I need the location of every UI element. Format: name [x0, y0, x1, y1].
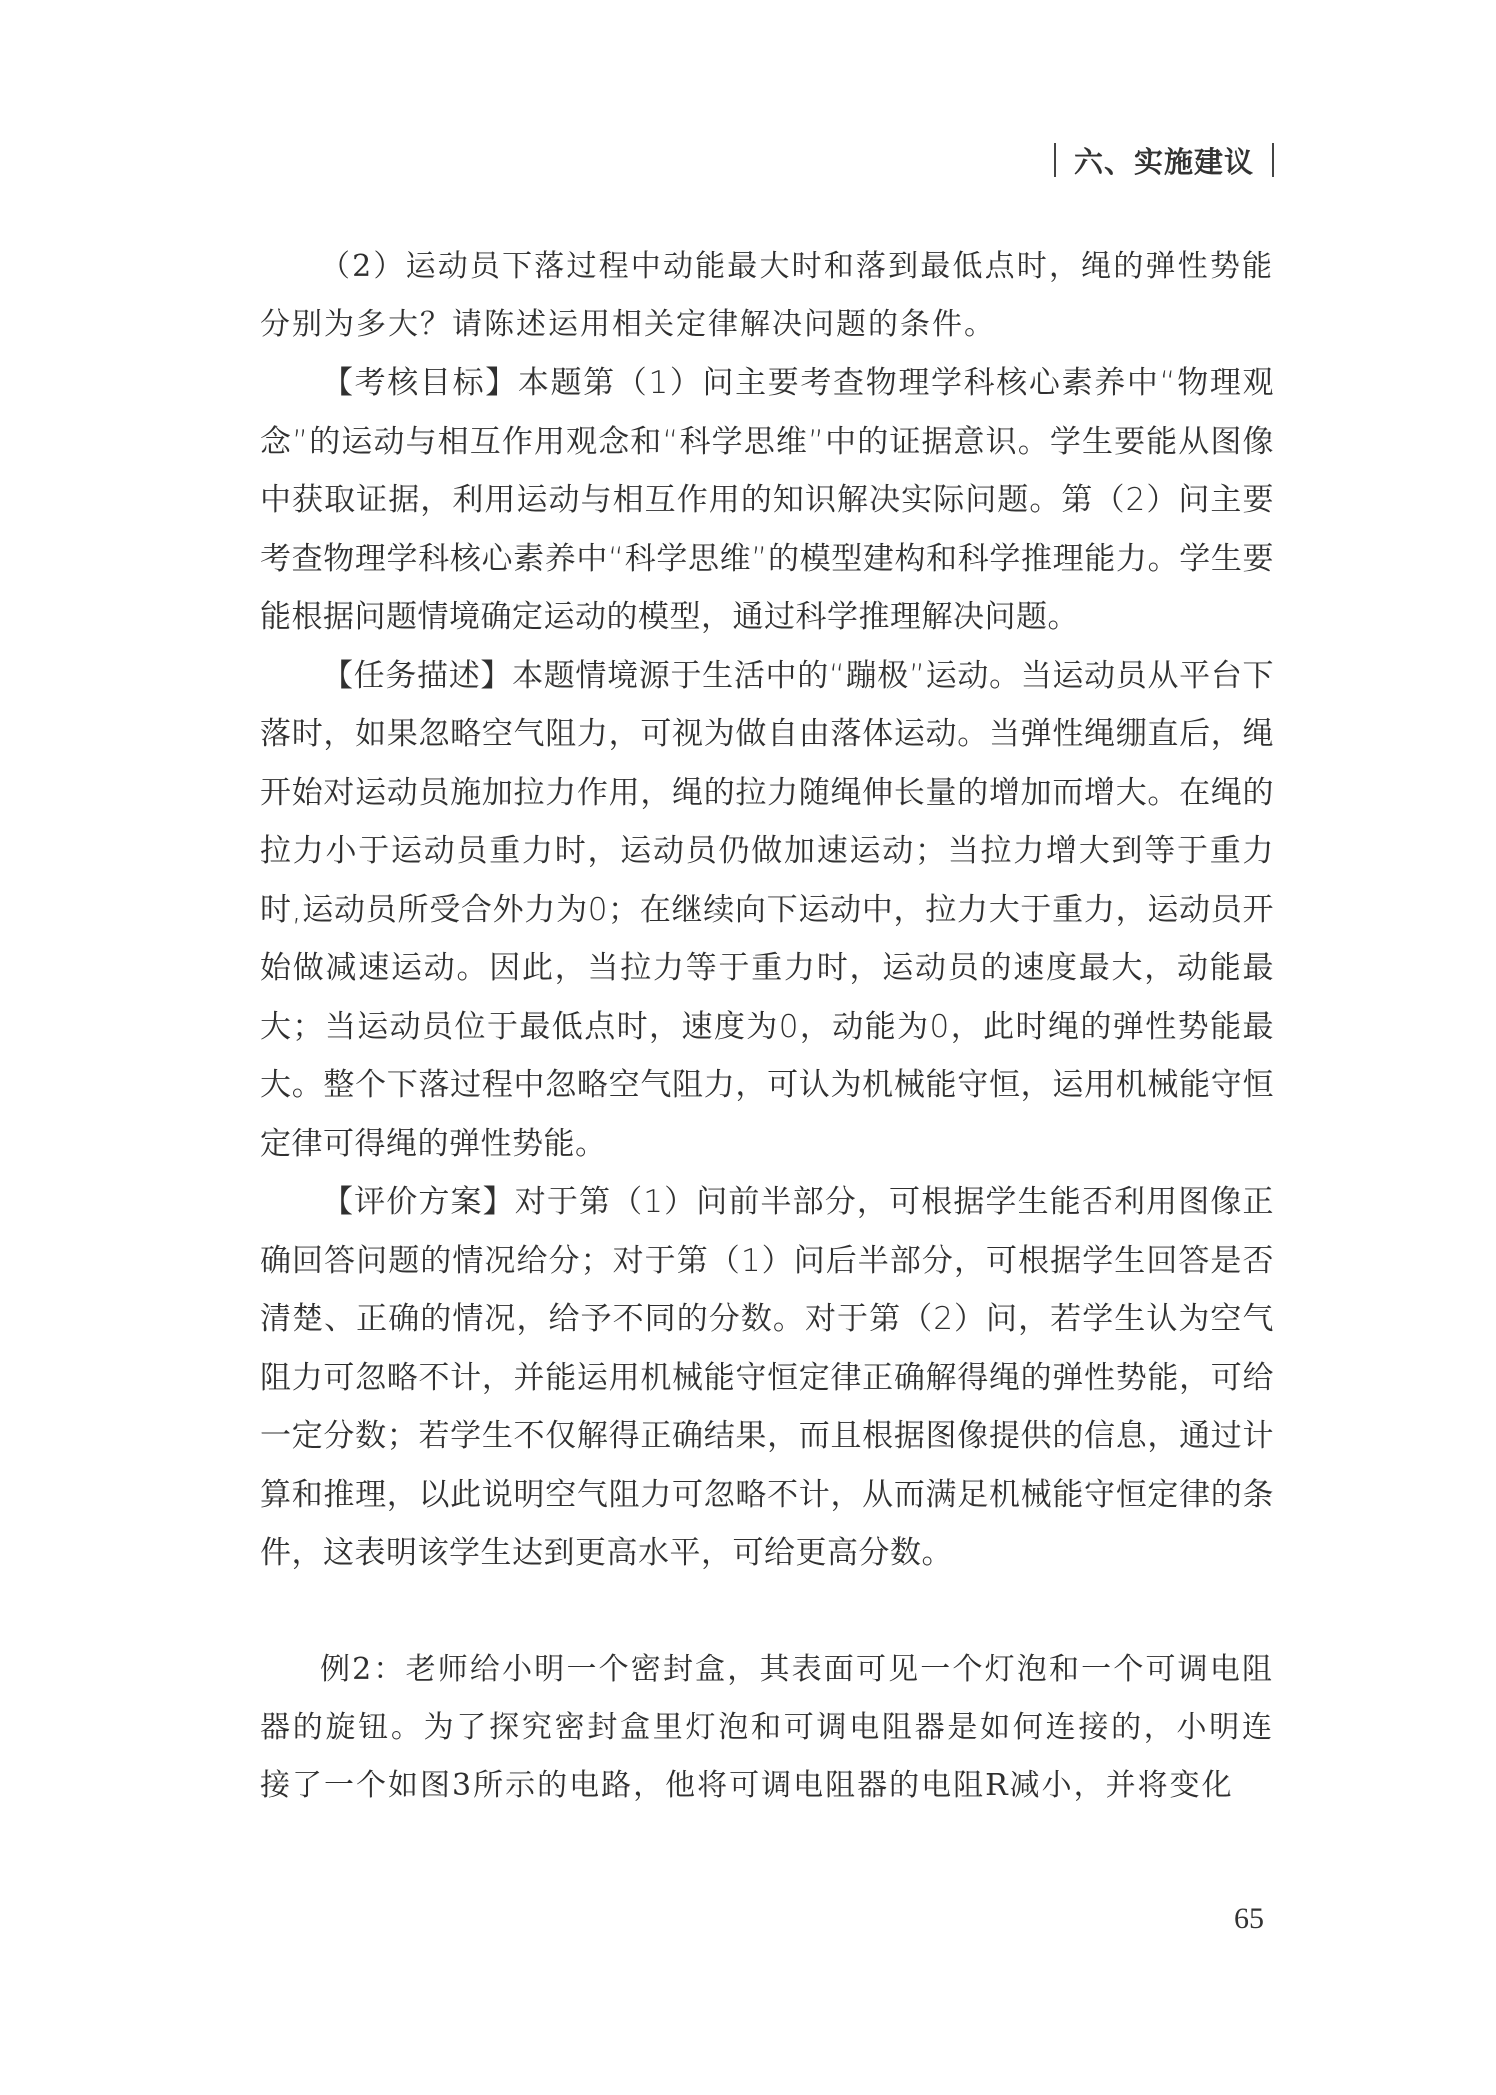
evaluation-plan-text: 对于第（1）问前半部分，可根据学生能否利用图像正确回答问题的情况给分；对于第（1）问后半部分，可根据学生回答是否清楚、正确的情况，给予不同的分数。对于第（2）问，若学生认为空气阻力可忽略不计，并能运用机械能守恒定律正确解得绳的弹性势能，可给一定分数；若学生不仅解得正确结果，而且根据图像提供的信息，通过计算和推理，以此说明空气阻力可忽略不计，从而满足机械能守恒定律的条件，这表明该学生达到更高水平，可给更高分数。: [260, 1184, 1274, 1571]
body-text: [260, 238, 1274, 1815]
example-2-paragraph: 例2：老师给小明一个密封盒，其表面可见一个灯泡和一个可调电阻器的旋钮。为了探究密封盒里灯泡和可调电阻器是如何连接的，小明连接了一个如图3所示的电路，他将可调电阻器的电阻R减小，并将变化: [260, 1651, 1274, 1803]
task-description-text: 本题情境源于生活中的“蹦极”运动。当运动员从平台下落时，如果忽略空气阻力，可视为做自由落体运动。当弹性绳绷直后，绳开始对运动员施加拉力作用，绳的拉力随绳伸长量的增加而增大。在绳的拉力小于运动员重力时，运动员仍做加速运动；当拉力增大到等于重力时,运动员所受合外力为0；在继续向下运动中，拉力大于重力，运动员开始做减速运动。因此，当拉力等于重力时，运动员的速度最大，动能最大；当运动员位于最低点时，速度为0，动能为0，此时绳的弹性势能最大。整个下落过程中忽略空气阻力，可认为机械能守恒，运用机械能守恒定律可得绳的弹性势能。: [260, 657, 1274, 1162]
assessment-goal-text: 本题第（1）问主要考查物理学科核心素养中“物理观念”的运动与相互作用观念和“科学思维”中的证据意识。学生要能从图像中获取证据，利用运动与相互作用的知识解决实际问题。第（2）问主要考查物理学科核心素养中“科学思维”的模型建构和科学推理能力。学生要能根据问题情境确定运动的模型，通过科学推理解决问题。: [260, 365, 1275, 635]
header-right-rule: [1272, 143, 1274, 177]
running-header: [1054, 138, 1274, 182]
task-description-label: 【任务描述】: [322, 657, 513, 694]
page-number: 65: [1234, 1902, 1264, 1935]
chapter-title: 六、实施建议: [1073, 144, 1254, 179]
assessment-goal-label: 【考核目标】: [322, 365, 518, 401]
task-description-paragraph: [260, 647, 1274, 1174]
question-part-2: （2）运动员下落过程中动能最大时和落到最低点时，绳的弹性势能分别为多大？请陈述运用相关定律解决问题的条件。: [260, 249, 1274, 342]
assessment-goal-paragraph: [260, 354, 1274, 647]
evaluation-plan-label: 【评价方案】: [322, 1184, 515, 1220]
evaluation-plan-paragraph: [260, 1173, 1274, 1583]
header-left-rule: [1054, 143, 1056, 177]
